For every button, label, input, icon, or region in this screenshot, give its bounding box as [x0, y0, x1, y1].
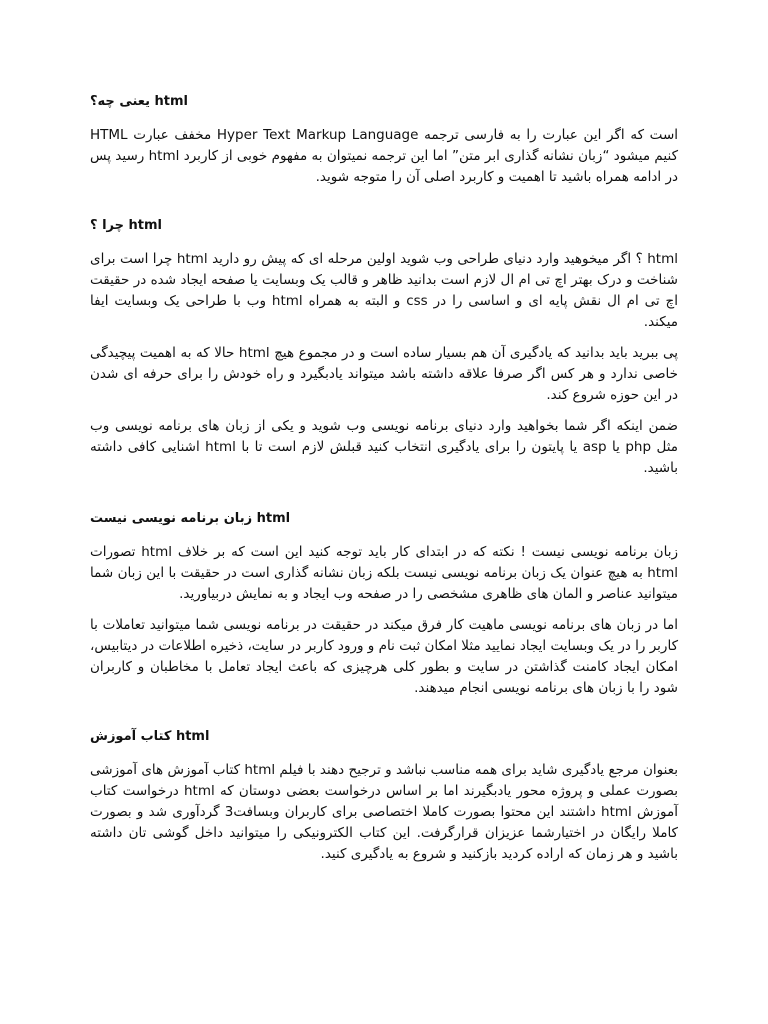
section-heading: html کتاب آموزش [90, 729, 210, 744]
paragraph: زبان برنامه نویسی نیست ! نکته که در ابتدای کار باید توجه کنید این است که بر خلاف html تصورات html به هیچ عنوان یک زبان برنامه نویسی نیست بلکه زبان نشانه گذاری است در حقیقت با این زبان شما میتوانید عناصر و المان های ظاهری مشخصی را در صفحه وب ایجاد و به نمایش دربیاورید. [90, 544, 678, 602]
section-html-book [90, 729, 678, 865]
paragraph: است که اگر این عبارت را به فارسی ترجمه Hyper Text Markup Language مخفف عبارت HTML کنیم میشود “زبان نشانه گذاری ابر متن” اما این ترجمه نمیتوان به مفهوم خوبی از کاربرد html رسید پس در ادامه همراه باشید تا اهمیت و کاربرد اصلی آن را متوجه شوید. [90, 127, 679, 185]
paragraph: html ؟ اگر میخوهید وارد دنیای طراحی وب شوید اولین مرحله ای که پیش رو دارید html چرا است برای شناخت و درک بهتر اچ تی ام ال لازم است بدانید ظاهر و قالب یک وبسایت یا صفحه ایجاد شده در حقیقت اچ تی ام ال نقش پایه ای و اساسی را در css و البته به همراه html وب با طراحی یک وبسایت ایفا میکند. [90, 251, 679, 330]
paragraph: اما در زبان های برنامه نویسی ماهیت کار فرق میکند در حقیقت در برنامه نویسی شما میتوانید تعاملات با کاربر را در یک وبسایت ایجاد نمایید مثلا امکان ثبت نام و ورود کاربر در سایت، ذخیره اطلاعات در دیتابیس، امکان ایجاد کامنت گذاشتن در سایت و بطور کلی هرچیزی که باعث ایجاد تعامل با مخاطبان و کاربران شود را با زبان های برنامه نویسی انجام میدهند. [90, 617, 678, 696]
section-heading: html زبان برنامه نویسی نیست [90, 511, 291, 526]
section-what-is-html [90, 94, 678, 188]
paragraph: ضمن اینکه اگر شما بخواهید وارد دنیای برنامه نویسی وب شوید و یکی از زبان های برنامه نویسی وب مثل php یا asp یا پایتون را برای یادگیری انتخاب کنید قبلش لازم است تا با html اشنایی کافی داشته باشید. [90, 418, 679, 476]
section-heading: html چرا ؟ [90, 218, 162, 233]
paragraph: پی ببرید باید بدانید که یادگیری آن هم بسیار ساده است و در مجموع هیچ html حالا که به اهمیت پیچیدگی خاصی ندارد و هر کس اگر صرفا علاقه داشته باشد میتواند یادبگیرد و راه خودش را برای حرفه ای شدن در این حوزه شروع کند. [90, 345, 678, 403]
section-heading: html یعنی چه؟ [90, 94, 189, 109]
section-not-programming-language [90, 511, 678, 699]
section-why-html [90, 218, 678, 479]
paragraph: بعنوان مرجع یادگیری شاید برای همه مناسب نباشد و ترجیح دهند با فیلم html کتاب آموزش های آموزشی بصورت عملی و پروژه محور یادبگیرند اما بر اساس درخواست بعضی دوستان که html درخواست کتاب آموزش html داشتند این محتوا بصورت کاملا اختصاصی برای کاربران وبسافت3 گردآوری شد و بصورت کاملا رایگان در اختیارشما عزیزان قرارگرفت. این کتاب الکترونیکی را میتوانید داخل گوشی تان داشته باشید و هر زمان که اراده کردید بازکنید و شروع به یادگیری کنید. [90, 762, 678, 862]
